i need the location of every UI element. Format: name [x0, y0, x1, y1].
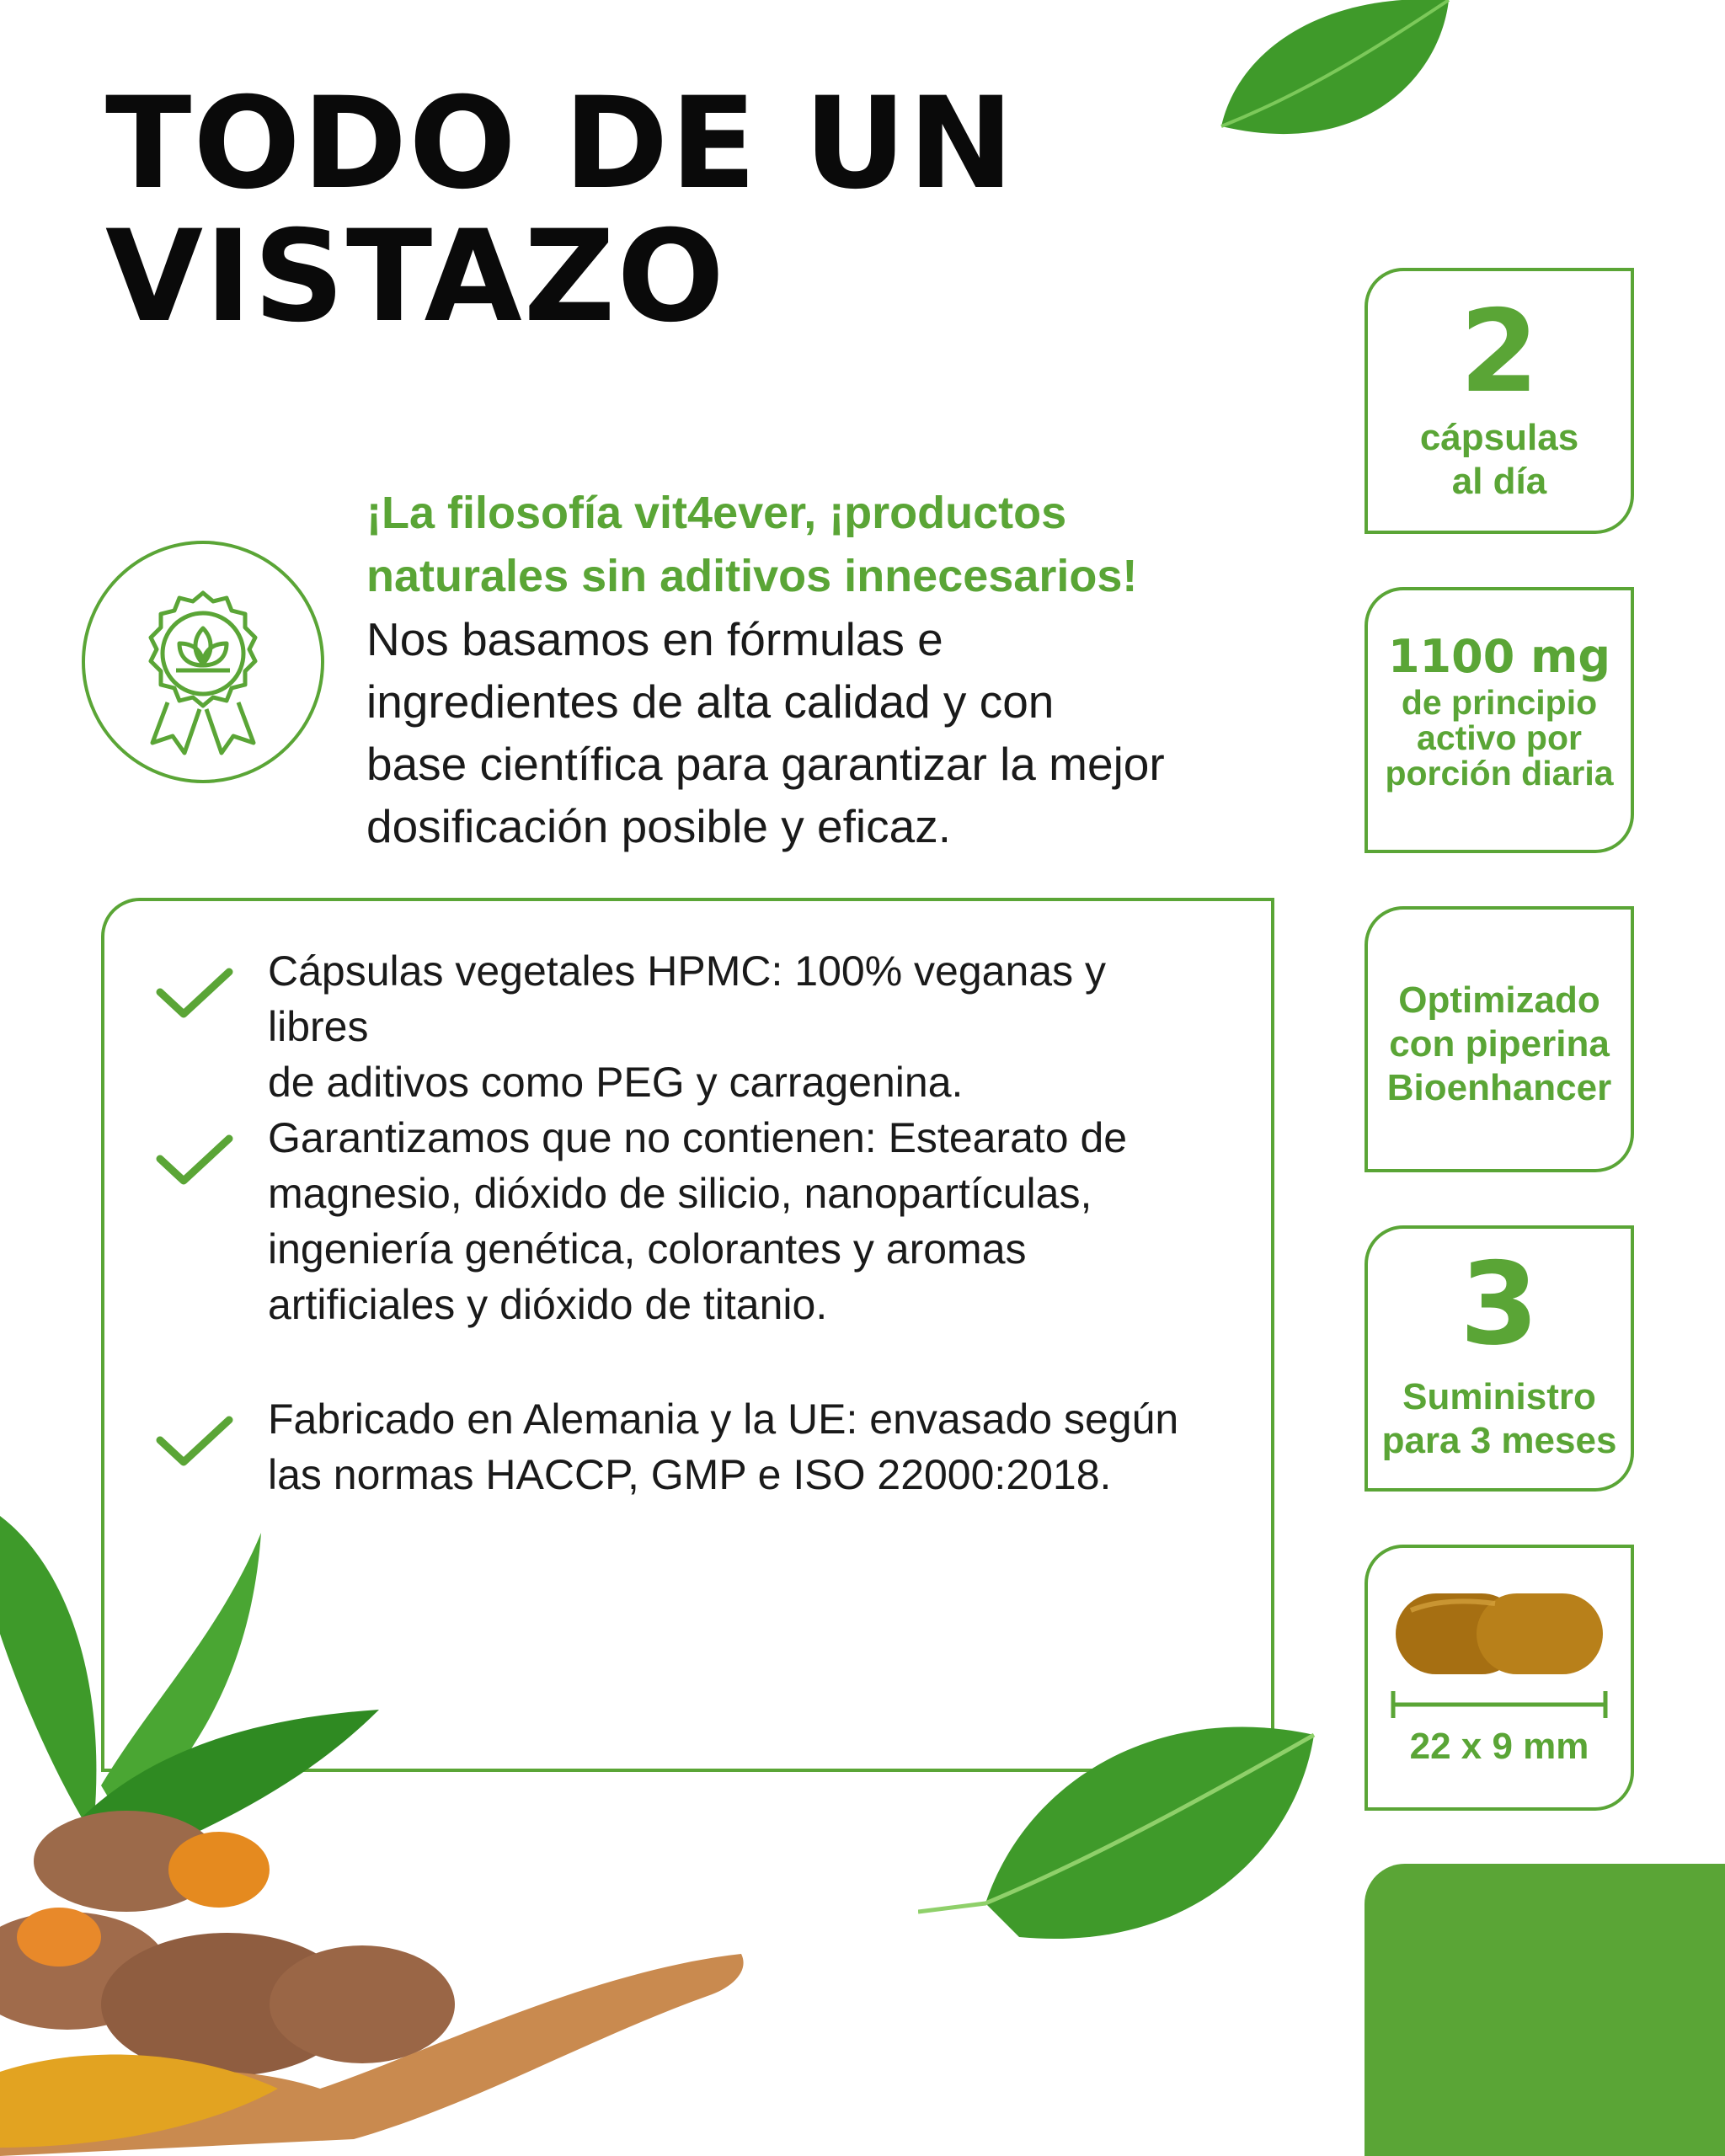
feature-text-line: de aditivos como PEG y carragenina. [268, 1059, 964, 1106]
supply-label-line: para 3 meses [1381, 1420, 1617, 1461]
piperine-line: con piperina [1389, 1023, 1610, 1065]
feature-item [167, 943, 1203, 1110]
piperine-line: Bioenhancer [1386, 1067, 1612, 1108]
supply-card [1365, 1225, 1634, 1492]
title-line-1: TODO DE UN [105, 71, 1016, 217]
feature-text-line: Fabricado en Alemania y la UE: envasado según [268, 1396, 1179, 1443]
feature-text-line: las normas HACCP, GMP e ISO 22000:2018. [268, 1451, 1112, 1498]
dose-number: 2 [1460, 286, 1539, 418]
philosophy-headline-line: ¡La filosofía vit4ever, ¡productos [366, 488, 1067, 538]
feature-text-line: artificiales y dióxido de titanio. [268, 1281, 828, 1328]
feature-text-line: ingeniería genética, colorantes y aromas [268, 1225, 1027, 1273]
active-label-line: de principio [1401, 683, 1598, 722]
active-label-line: activo por [1417, 718, 1582, 757]
feature-text-line: Cápsulas vegetales HPMC: 100% veganas y libres [268, 947, 1106, 1050]
active-label-line: porción diaria [1385, 754, 1614, 792]
dimension-line-icon [1390, 1688, 1609, 1721]
dose-label-line: cápsulas [1419, 417, 1579, 458]
philosophy-body-line: Nos basamos en fórmulas e [366, 613, 943, 665]
philosophy-body-line: base científica para garantizar la mejor [366, 738, 1165, 790]
piperine-card [1365, 906, 1634, 1172]
feature-item [167, 1110, 1203, 1332]
piperine-line: Optimizado [1398, 979, 1600, 1021]
leaf-bottom-decoration [918, 1684, 1322, 1962]
philosophy-body-line: dosificación posible y eficaz. [366, 800, 951, 852]
philosophy-body [366, 608, 1209, 857]
checkmark-icon [155, 1134, 234, 1187]
capsule-size-card [1365, 1545, 1634, 1811]
feature-text-line: Garantizamos que no contienen: Estearato de [268, 1114, 1128, 1161]
title-line-2: VISTAZO [105, 204, 726, 350]
certified-badge [82, 541, 324, 783]
supply-number: 3 [1460, 1238, 1539, 1370]
feature-text-line: magnesio, dióxido de silicio, nanopartículas, [268, 1170, 1092, 1217]
philosophy-headline-line: naturales sin aditivos innecesarios! [366, 551, 1138, 601]
page-title [105, 71, 1200, 350]
philosophy-headline [366, 482, 1209, 608]
checkmark-icon [155, 1415, 234, 1469]
capsule-size-label: 22 x 9 mm [1409, 1726, 1589, 1767]
green-accent-block [1365, 1864, 1725, 2156]
active-ingredient-card [1365, 587, 1634, 853]
checkmark-icon [155, 967, 234, 1021]
certified-leaf-badge-icon [85, 544, 321, 780]
turmeric-decoration [0, 1465, 758, 2156]
dose-label-line: al día [1451, 461, 1547, 502]
leaf-top-decoration [1204, 0, 1457, 160]
dose-card [1365, 268, 1634, 534]
capsule-icon [1394, 1592, 1605, 1676]
active-amount: 1100 mg [1387, 630, 1610, 683]
philosophy-block [366, 482, 1209, 857]
philosophy-body-line: ingredientes de alta calidad y con [366, 675, 1055, 728]
supply-label-line: Suministro [1402, 1376, 1596, 1417]
